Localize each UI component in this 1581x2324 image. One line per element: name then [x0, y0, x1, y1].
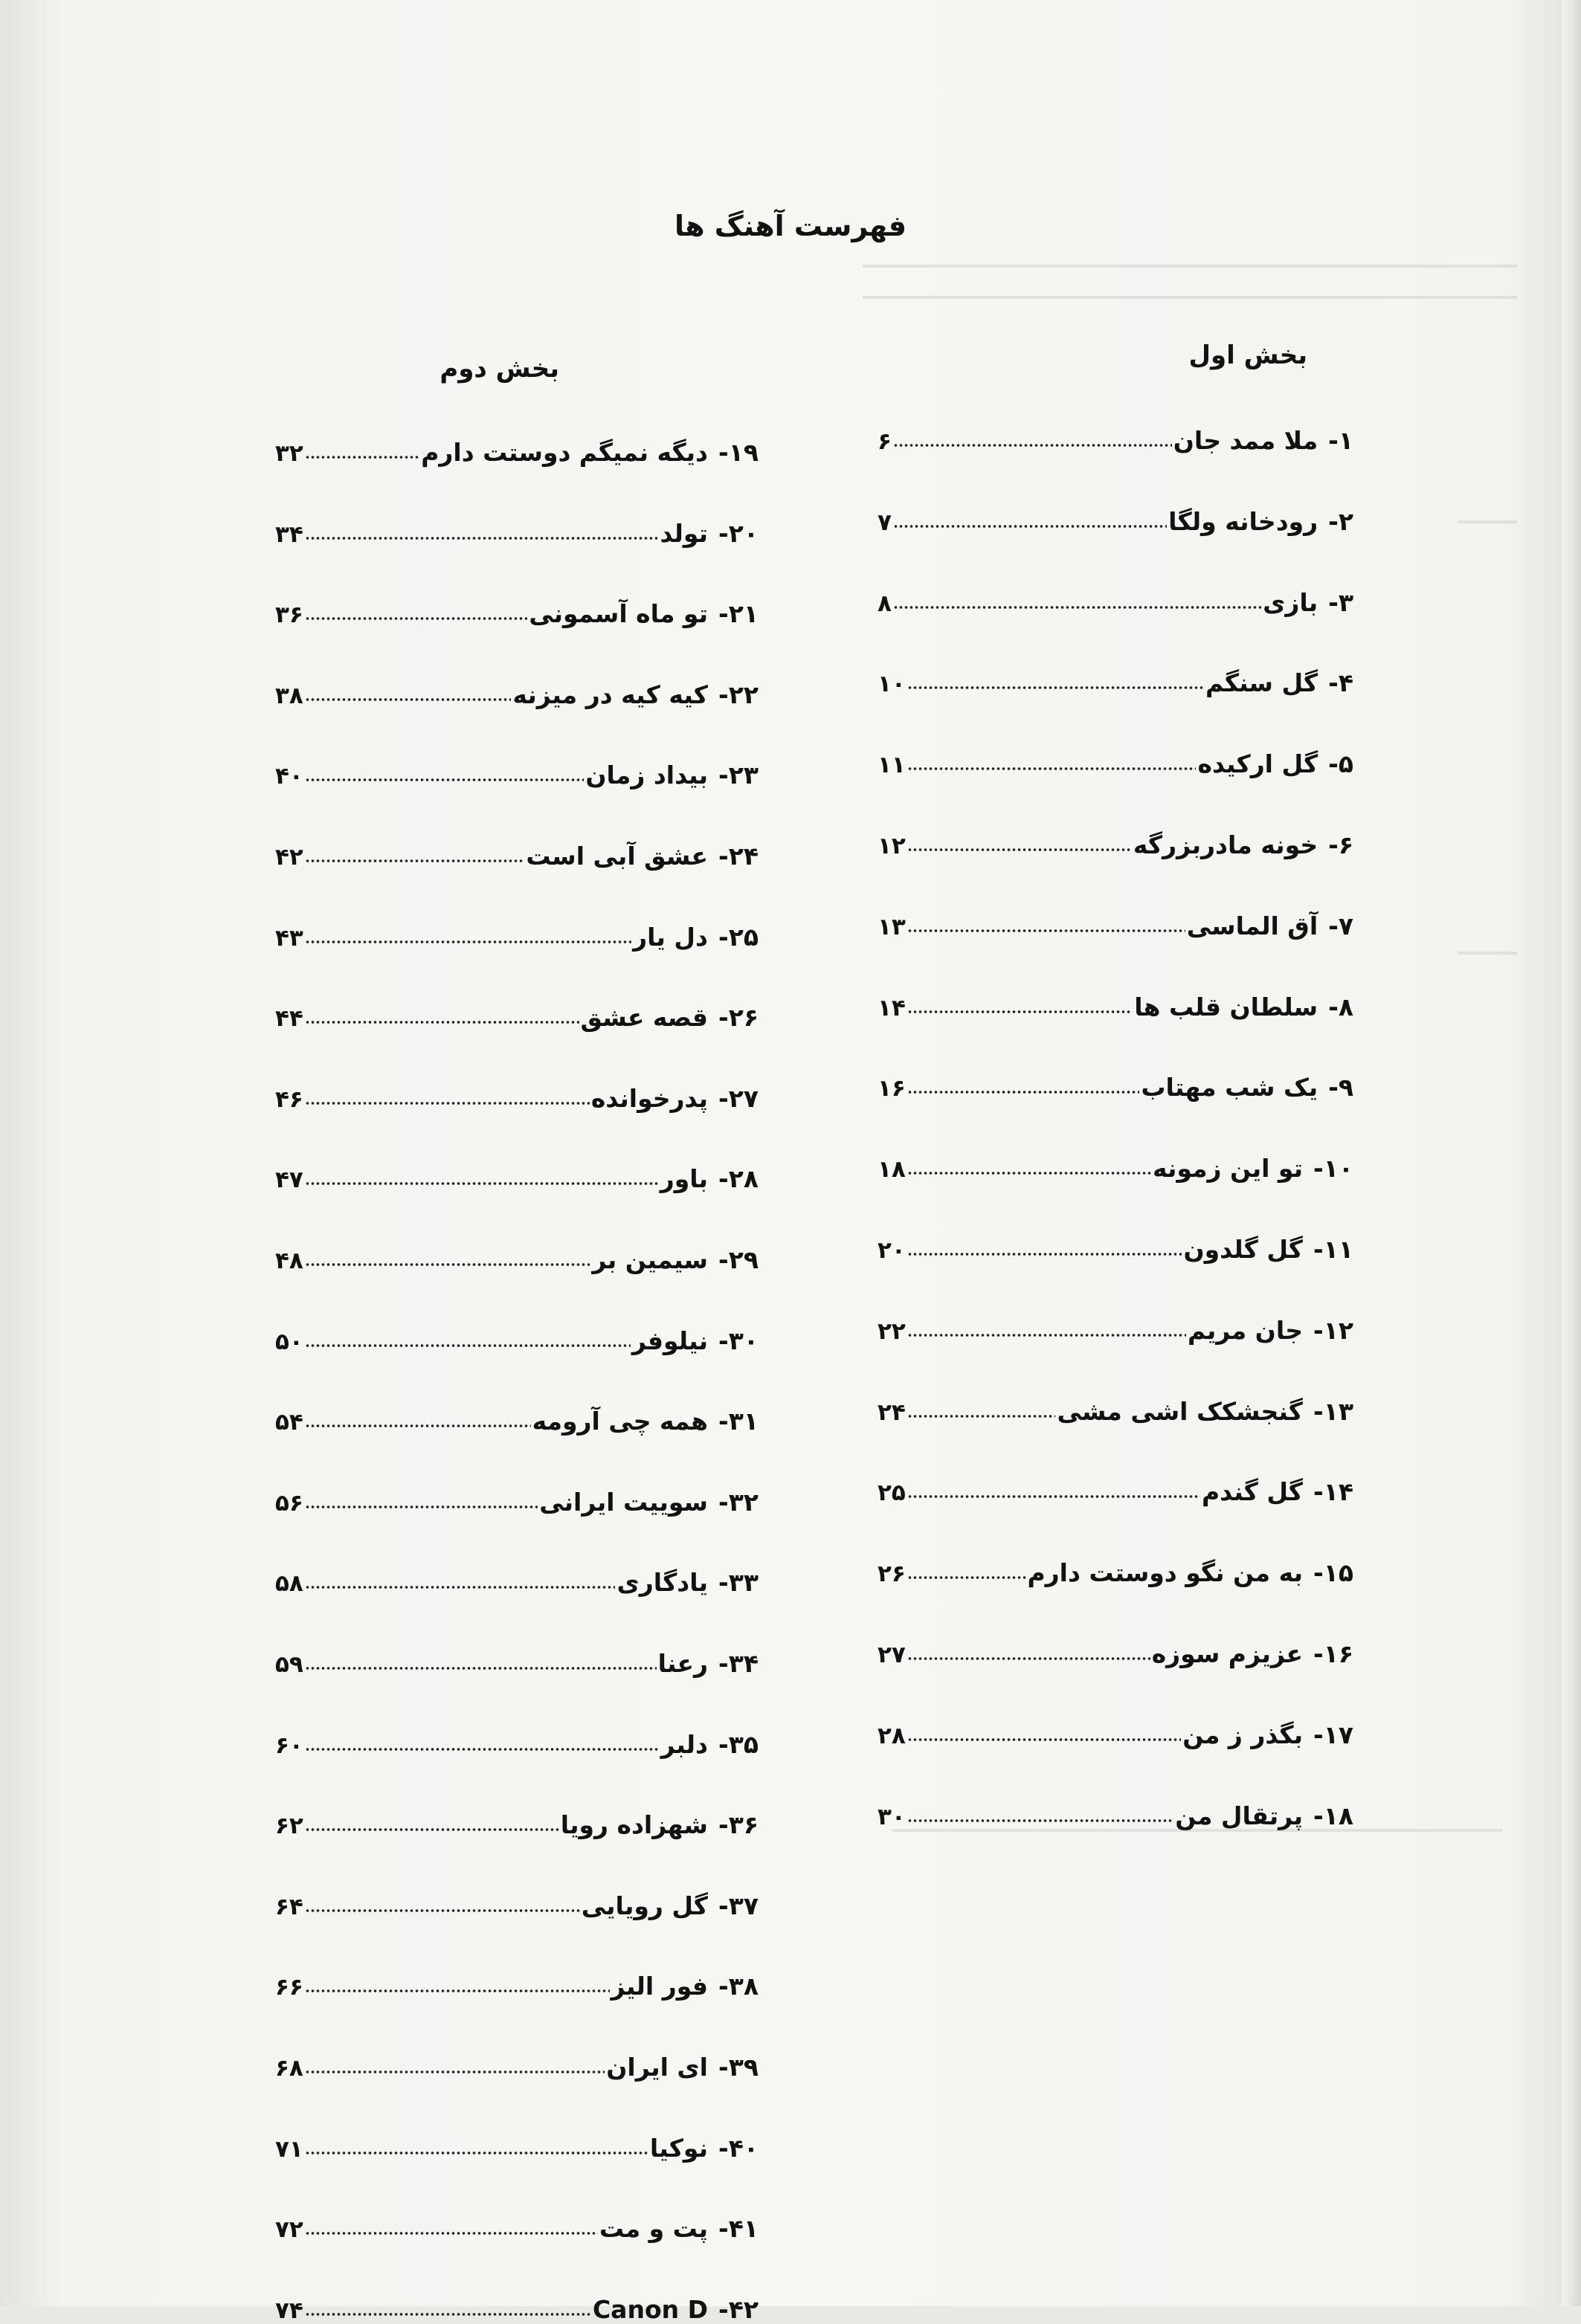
- toc-entry: [275, 2043, 759, 2082]
- entry-title: دل یار: [633, 923, 708, 952]
- dot-leader: [907, 1575, 1026, 1581]
- entry-title: گل گلدون: [1183, 1235, 1303, 1264]
- toc-entry: [275, 2204, 759, 2243]
- entry-page-number: ۱۴: [878, 995, 906, 1021]
- toc-entry: [878, 578, 1353, 617]
- entry-page-number: ۷: [878, 509, 892, 536]
- entry-number: ۵-: [1328, 749, 1353, 778]
- entry-number: ۷-: [1328, 911, 1353, 940]
- entry-page-number: ۳۲: [275, 440, 303, 467]
- entry-number: ۲۸-: [718, 1164, 759, 1193]
- dot-leader: [305, 1988, 610, 1994]
- dot-leader: [893, 523, 1167, 529]
- entry-title: گل گندم: [1201, 1477, 1303, 1506]
- entry-title: پرتقال من: [1175, 1801, 1303, 1830]
- dot-leader: [907, 1656, 1150, 1662]
- entry-title: تو این زمونه: [1153, 1154, 1303, 1183]
- entry-page-number: ۵۰: [275, 1329, 303, 1355]
- toc-entry: [275, 2124, 759, 2163]
- dot-leader: [305, 858, 525, 864]
- entry-title: به من نگو دوستت دارم: [1027, 1558, 1303, 1587]
- entry-title: فور الیز: [611, 1972, 708, 2001]
- dot-leader: [907, 1251, 1182, 1257]
- entry-title: گل سنگم: [1205, 668, 1318, 697]
- entry-page-number: ۵۹: [275, 1651, 303, 1678]
- toc-entry: [275, 1882, 759, 1920]
- dot-leader: [305, 454, 419, 460]
- entry-title: پدرخوانده: [590, 1084, 708, 1113]
- entry-title: رودخانه ولگا: [1168, 507, 1318, 536]
- toc-entry: [275, 1962, 759, 2001]
- entry-number: ۶-: [1328, 830, 1353, 859]
- entry-number: ۳۷-: [718, 1891, 759, 1920]
- entry-number: ۳۰-: [718, 1326, 759, 1355]
- toc-entry: [878, 1306, 1353, 1345]
- dot-leader: [305, 697, 512, 703]
- entry-number: ۱-: [1328, 426, 1353, 455]
- entry-page-number: ۴۸: [275, 1247, 303, 1274]
- toc-entry: [275, 671, 759, 709]
- toc-entry: [878, 1387, 1353, 1426]
- entry-page-number: ۵۶: [275, 1490, 303, 1517]
- entry-title: خونه مادربزرگه: [1133, 830, 1318, 859]
- toc-entry: [275, 1478, 759, 1517]
- entry-title: همه چی آرومه: [532, 1407, 708, 1436]
- toc-entry: [275, 2285, 759, 2324]
- toc-entry: [275, 1236, 759, 1274]
- entry-title: دلبر: [660, 1730, 708, 1759]
- entry-title: نیلوفر: [631, 1326, 708, 1355]
- entry-page-number: ۶۴: [275, 1894, 303, 1920]
- toc-entry: [275, 590, 759, 628]
- entry-number: ۲۱-: [718, 599, 759, 628]
- entry-title: دیگه نمیگم دوستت دارم: [421, 438, 708, 467]
- toc-entry: [878, 902, 1353, 940]
- section-heading: بخش اول: [1188, 340, 1307, 370]
- dot-leader: [305, 535, 659, 541]
- section-heading: بخش دوم: [439, 354, 559, 384]
- entry-number: ۲-: [1328, 507, 1353, 536]
- entry-number: ۴۱-: [718, 2214, 759, 2243]
- entry-page-number: ۱۰: [878, 671, 906, 697]
- entry-page-number: ۷۴: [275, 2297, 303, 2324]
- dot-leader: [305, 1262, 591, 1268]
- entry-number: ۳۸-: [718, 1972, 759, 2001]
- entry-title: آق الماسی: [1186, 911, 1318, 940]
- dot-leader: [305, 1746, 660, 1752]
- dot-leader: [305, 1019, 579, 1025]
- dot-leader: [907, 1737, 1181, 1743]
- entry-title: یادگاری: [616, 1568, 708, 1597]
- dot-leader: [893, 442, 1172, 448]
- entry-number: ۱۸-: [1313, 1801, 1353, 1830]
- entry-page-number: ۶۶: [275, 1974, 303, 2001]
- entry-title: کیه کیه در میزنه: [512, 680, 708, 709]
- toc-entry: [275, 1801, 759, 1839]
- entry-page-number: ۱۸: [878, 1156, 906, 1183]
- dot-leader: [305, 1100, 590, 1106]
- entry-title: سیمین بر: [592, 1245, 708, 1274]
- dot-leader: [907, 1009, 1133, 1015]
- entry-page-number: ۸: [878, 590, 892, 617]
- entry-page-number: ۴۴: [275, 1005, 303, 1032]
- toc-entry: [878, 1225, 1353, 1264]
- entry-page-number: ۳۰: [878, 1804, 906, 1830]
- dot-leader: [305, 2069, 605, 2075]
- entry-title: تولد: [660, 519, 708, 548]
- toc-entry: [878, 1549, 1353, 1587]
- dot-leader: [907, 1170, 1151, 1176]
- entry-number: ۱۲-: [1313, 1316, 1353, 1345]
- entry-page-number: ۱۳: [878, 914, 906, 940]
- entry-number: ۲۳-: [718, 761, 759, 790]
- entry-page-number: ۲۰: [878, 1237, 906, 1264]
- toc-entry: [275, 1558, 759, 1597]
- entry-number: ۲۰-: [718, 519, 759, 548]
- entry-number: ۱۰-: [1313, 1154, 1353, 1183]
- entry-title: نوکیا: [649, 2134, 708, 2163]
- entry-title: گنجشکک اشی مشی: [1057, 1397, 1303, 1426]
- toc-entry: [878, 1711, 1353, 1749]
- dot-leader: [305, 616, 527, 622]
- entry-title: بگذر ز من: [1182, 1720, 1303, 1749]
- entry-number: ۲۵-: [718, 923, 759, 952]
- toc-entry: [878, 821, 1353, 859]
- dot-leader: [305, 1908, 580, 1914]
- entry-number: ۱۴-: [1313, 1477, 1353, 1506]
- entry-page-number: ۵۴: [275, 1409, 303, 1436]
- entry-title: عزیزم سوزه: [1151, 1639, 1303, 1668]
- toc-entry: [878, 659, 1353, 697]
- toc-entry: [275, 428, 759, 467]
- entry-number: ۳۹-: [718, 2053, 759, 2082]
- entry-number: ۲۷-: [718, 1084, 759, 1113]
- entry-number: ۳۳-: [718, 1568, 759, 1597]
- entry-title: تو ماه آسمونی: [529, 599, 708, 628]
- dot-leader: [305, 2230, 598, 2236]
- dot-leader: [305, 1504, 538, 1510]
- toc-entry: [275, 1639, 759, 1678]
- dot-leader: [893, 604, 1261, 610]
- entry-title: جان مریم: [1187, 1316, 1303, 1345]
- entry-title: رعنا: [657, 1649, 708, 1678]
- entry-title: سوییت ایرانی: [539, 1488, 708, 1517]
- entry-page-number: ۶: [878, 428, 892, 455]
- toc-entry: [275, 1720, 759, 1759]
- entry-page-number: ۴۰: [275, 763, 303, 790]
- toc-entry: [275, 1074, 759, 1113]
- dot-leader: [907, 928, 1185, 934]
- entry-number: ۴-: [1328, 668, 1353, 697]
- dot-leader: [907, 1494, 1200, 1500]
- toc-entry: [275, 1317, 759, 1355]
- dot-leader: [907, 1818, 1173, 1824]
- entry-number: ۸-: [1328, 992, 1353, 1021]
- entry-title: بیداد زمان: [585, 761, 708, 790]
- dot-leader: [305, 939, 631, 945]
- dot-leader: [305, 1423, 531, 1429]
- dot-leader: [907, 847, 1132, 853]
- toc-entry: [878, 1630, 1353, 1668]
- toc-entry: [878, 1063, 1353, 1102]
- dot-leader: [907, 1332, 1186, 1338]
- entry-title: عشق آبی است: [526, 842, 708, 871]
- entry-number: ۳۶-: [718, 1810, 759, 1839]
- entry-page-number: ۳۴: [275, 521, 303, 548]
- toc-entry: [275, 832, 759, 871]
- dot-leader: [305, 1827, 559, 1833]
- entry-number: ۳۴-: [718, 1649, 759, 1678]
- entry-number: ۱۱-: [1313, 1235, 1353, 1264]
- entry-title: سلطان قلب ها: [1134, 992, 1318, 1021]
- entry-page-number: ۴۶: [275, 1086, 303, 1113]
- entry-page-number: ۴۳: [275, 925, 303, 952]
- entry-page-number: ۶۲: [275, 1813, 303, 1839]
- dot-leader: [305, 2150, 648, 2156]
- entry-title: قصه عشق: [580, 1003, 708, 1032]
- entry-page-number: ۲۲: [878, 1318, 906, 1345]
- entry-page-number: ۲۶: [878, 1560, 906, 1587]
- dot-leader: [305, 2311, 591, 2317]
- entry-page-number: ۲۴: [878, 1399, 906, 1426]
- entry-number: ۲۴-: [718, 842, 759, 871]
- dot-leader: [907, 685, 1204, 691]
- entry-page-number: ۶۰: [275, 1732, 303, 1759]
- show-through-line: [1458, 952, 1517, 955]
- entry-page-number: ۲۸: [878, 1723, 906, 1749]
- entry-title: ای ایران: [606, 2053, 708, 2082]
- entry-number: ۳۵-: [718, 1730, 759, 1759]
- entry-page-number: ۷۱: [275, 2136, 303, 2163]
- entry-number: ۲۲-: [718, 680, 759, 709]
- toc-entry: [878, 1144, 1353, 1183]
- toc-entry: [878, 740, 1353, 778]
- entry-number: ۱۵-: [1313, 1558, 1353, 1587]
- entry-page-number: ۱۱: [878, 752, 906, 778]
- dot-leader: [907, 1089, 1140, 1095]
- dot-leader: [305, 1665, 657, 1671]
- toc-entry: [275, 993, 759, 1032]
- show-through-line: [863, 265, 1517, 268]
- dot-leader: [907, 766, 1197, 772]
- entry-page-number: ۵۸: [275, 1570, 303, 1597]
- entry-page-number: ۱۶: [878, 1075, 906, 1102]
- show-through-line: [863, 296, 1517, 299]
- toc-entry: [878, 1792, 1353, 1830]
- entry-number: ۱۶-: [1313, 1639, 1353, 1668]
- toc-entry: [275, 751, 759, 790]
- entry-title: یک شب مهتاب: [1141, 1073, 1318, 1102]
- dot-leader: [305, 1181, 659, 1187]
- entry-page-number: ۴۷: [275, 1166, 303, 1193]
- toc-entry: [878, 983, 1353, 1021]
- dot-leader: [305, 777, 585, 783]
- entry-title: باور: [660, 1164, 708, 1193]
- entry-page-number: ۳۸: [275, 682, 303, 709]
- entry-number: ۱۳-: [1313, 1397, 1353, 1426]
- toc-entry: [275, 1397, 759, 1436]
- dot-leader: [907, 1413, 1056, 1419]
- entry-title: Canon D: [592, 2295, 708, 2324]
- entry-number: ۴۲-: [718, 2295, 759, 2324]
- page-edge: [1562, 0, 1581, 2306]
- entry-number: ۳۲-: [718, 1488, 759, 1517]
- dot-leader: [305, 1343, 631, 1349]
- show-through-line: [1458, 520, 1517, 523]
- entry-title: گل رویایی: [581, 1891, 708, 1920]
- entry-page-number: ۶۸: [275, 2055, 303, 2082]
- entry-number: ۴۰-: [718, 2134, 759, 2163]
- entry-page-number: ۳۶: [275, 601, 303, 628]
- entry-page-number: ۲۵: [878, 1479, 906, 1506]
- entry-number: ۲۹-: [718, 1245, 759, 1274]
- entry-page-number: ۲۷: [878, 1642, 906, 1668]
- entry-page-number: ۴۲: [275, 844, 303, 871]
- entry-title: گل ارکیده: [1197, 749, 1318, 778]
- dot-leader: [305, 1584, 616, 1590]
- toc-entry: [878, 497, 1353, 536]
- toc-entry: [878, 1468, 1353, 1506]
- entry-number: ۳۱-: [718, 1407, 759, 1436]
- entry-title: ملا ممد جان: [1173, 426, 1318, 455]
- entry-title: پت و مت: [599, 2214, 708, 2243]
- entry-number: ۱۷-: [1313, 1720, 1353, 1749]
- toc-entry: [275, 913, 759, 952]
- toc-entry: [275, 509, 759, 548]
- entry-title: بازی: [1263, 588, 1318, 617]
- toc-entry: [275, 1155, 759, 1193]
- entry-title: شهزاده رویا: [560, 1810, 708, 1839]
- entry-page-number: ۱۲: [878, 833, 906, 859]
- entry-number: ۲۶-: [718, 1003, 759, 1032]
- toc-entry: [878, 416, 1353, 455]
- entry-number: ۹-: [1328, 1073, 1353, 1102]
- page-title: فهرست آهنگ ها: [674, 210, 907, 242]
- entry-number: ۳-: [1328, 588, 1353, 617]
- entry-number: ۱۹-: [718, 438, 759, 467]
- entry-page-number: ۷۲: [275, 2216, 303, 2243]
